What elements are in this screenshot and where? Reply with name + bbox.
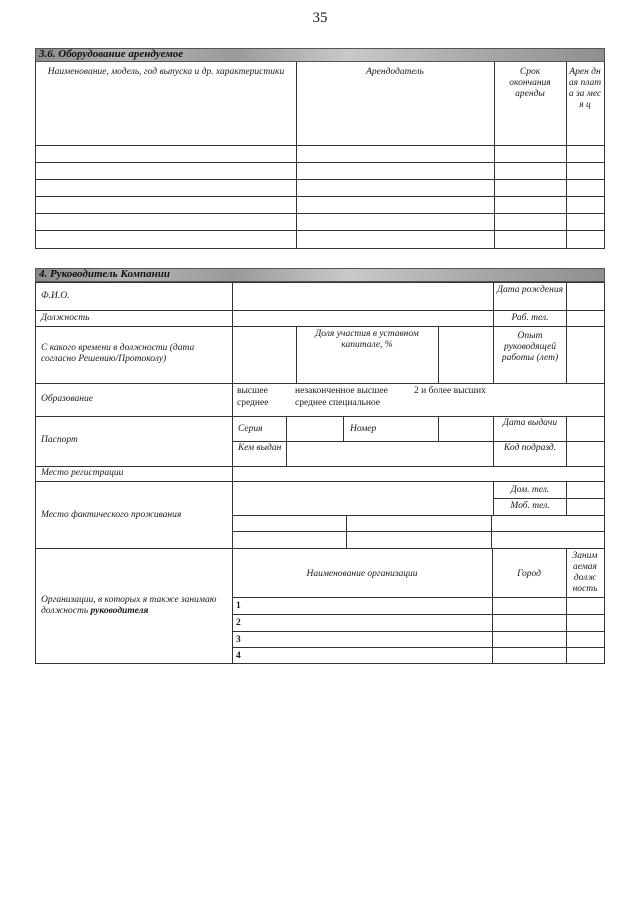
- section-4-title: 4. Руководитель Компании: [39, 268, 171, 280]
- edu-secondary[interactable]: среднее: [237, 398, 269, 408]
- section-3-6-header: [35, 48, 605, 62]
- edu-secondary-special[interactable]: среднее специальное: [295, 398, 381, 408]
- label-share: Доля участия в уставном капитале, %: [315, 329, 419, 350]
- label-fio: Ф.И.О.: [41, 291, 70, 301]
- label-passport: Паспорт: [41, 435, 78, 445]
- section-3-6-title: 3.6. Оборудование арендуемое: [39, 48, 184, 60]
- label-residence: Место фактического проживания: [41, 510, 182, 520]
- label-division-code: Код подразд.: [503, 443, 557, 453]
- header-name: Наименование, модель, год выпуска и др. характеристики: [47, 67, 285, 77]
- org-row-number: 2: [236, 618, 241, 628]
- header-rent: Арен дная плат а за меся ц: [568, 67, 602, 110]
- label-mobile-phone: Моб. тел.: [510, 501, 550, 511]
- org-row-number: 1: [236, 601, 241, 611]
- label-birth-date: Дата рождения: [496, 285, 563, 295]
- edu-two-higher[interactable]: 2 и более высших: [414, 386, 486, 396]
- header-held-position: Заним аемая долж ность: [572, 551, 598, 594]
- header-lessor: Арендодатель: [366, 67, 424, 77]
- label-number: Номер: [350, 424, 377, 434]
- label-home-phone: Дом. тел.: [510, 485, 550, 495]
- label-since: С какого времени в должности (дата согласно Решению/Протоколу): [41, 343, 195, 364]
- org-row-number: 4: [236, 651, 241, 661]
- label-position: Должность: [41, 313, 90, 323]
- label-orgs: Организации, в которых я также занимаю должность руководителя: [41, 595, 217, 616]
- label-series: Серия: [238, 424, 263, 434]
- label-registration: Место регистрации: [41, 468, 124, 478]
- label-work-phone: Раб. тел.: [511, 313, 549, 323]
- header-city: Город: [517, 569, 541, 579]
- page-number: 35: [312, 10, 328, 26]
- header-term: Срок окончания аренды: [509, 67, 551, 99]
- label-experience: Опыт руководящей работы (лет): [501, 331, 559, 363]
- org-row-number: 3: [236, 635, 241, 645]
- edu-higher[interactable]: высшее: [237, 386, 268, 396]
- edu-incomplete-higher[interactable]: незаконченное высшее: [295, 386, 388, 396]
- label-education: Образование: [41, 394, 93, 404]
- label-issued-by: Кем выдан: [238, 443, 282, 453]
- label-issue-date: Дата выдачи: [502, 418, 558, 428]
- section-4-header: [35, 268, 605, 282]
- header-org-name: Наименование организации: [306, 569, 418, 579]
